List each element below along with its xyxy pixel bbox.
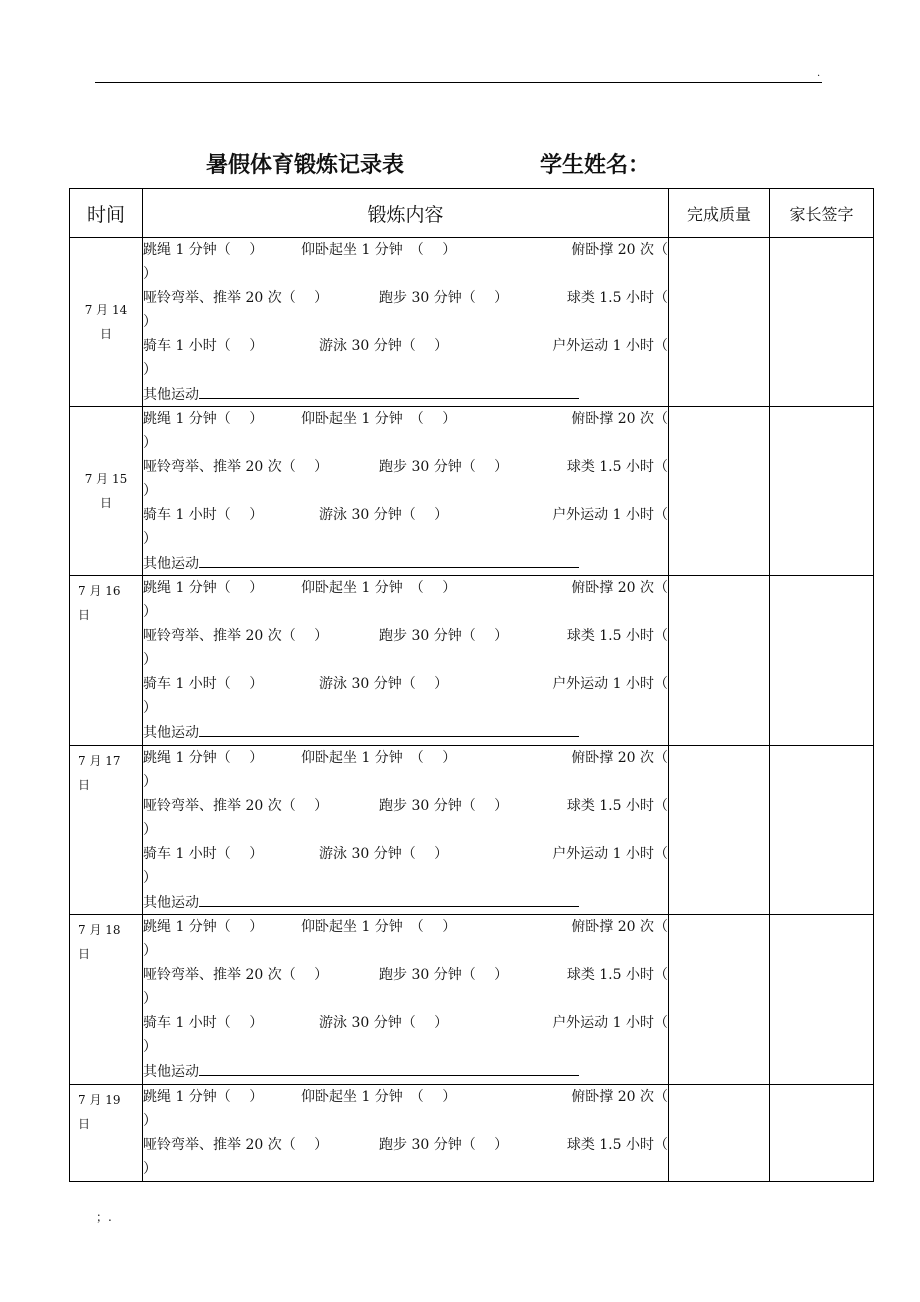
other-exercise-blank[interactable] — [199, 890, 579, 907]
content-line — [143, 407, 668, 431]
signature-cell[interactable] — [770, 915, 874, 1085]
pushup-item: 俯卧撑 20 次（ — [571, 750, 668, 766]
outdoor-item: 户外运动 1 小时（ — [552, 338, 668, 354]
bike-item: 骑车 1 小时（ ） — [143, 507, 264, 523]
close-paren: ） — [143, 870, 157, 886]
student-name-label: 学生姓名： — [540, 152, 651, 178]
content-line — [143, 1109, 668, 1133]
other-exercise-blank[interactable] — [199, 1059, 579, 1076]
quality-cell[interactable] — [669, 238, 770, 407]
table-body — [70, 238, 874, 1182]
content-line — [143, 648, 668, 672]
table-row — [70, 915, 874, 1085]
run-item: 跑步 30 分钟（ ） — [379, 798, 509, 814]
date-line-2: 日 — [78, 778, 91, 792]
content-line — [143, 818, 668, 842]
content-line — [143, 576, 668, 600]
other-exercise-blank[interactable] — [199, 551, 579, 568]
bike-item: 骑车 1 小时（ ） — [143, 676, 264, 692]
content-line — [143, 310, 668, 334]
quality-cell[interactable] — [669, 746, 770, 915]
rope-item: 跳绳 1 分钟（ ） — [143, 750, 264, 766]
pushup-item: 俯卧撑 20 次（ — [571, 242, 668, 258]
ball-item: 球类 1.5 小时（ — [566, 1137, 668, 1153]
close-paren: ） — [143, 822, 157, 838]
ball-item: 球类 1.5 小时（ — [566, 459, 668, 475]
signature-cell[interactable] — [770, 238, 874, 407]
exercise-content-cell — [143, 915, 669, 1085]
rope-item: 跳绳 1 分钟（ ） — [143, 580, 264, 596]
close-paren: ） — [143, 362, 157, 378]
content-line — [143, 455, 668, 479]
situp-item: 仰卧起坐 1 分钟 （ ） — [301, 411, 457, 427]
content-line — [143, 939, 668, 963]
ball-item: 球类 1.5 小时（ — [566, 628, 668, 644]
table-row — [70, 1085, 874, 1182]
content-line — [143, 1011, 668, 1035]
other-exercise-label: 其他运动 — [143, 387, 199, 403]
close-paren: ） — [143, 943, 157, 959]
content-line — [143, 915, 668, 939]
content-line — [143, 358, 668, 382]
content-line — [143, 503, 668, 527]
ball-item: 球类 1.5 小时（ — [566, 967, 668, 983]
date-line-2: 日 — [78, 947, 91, 961]
other-exercise-label: 其他运动 — [143, 725, 199, 741]
exercise-content-cell — [143, 238, 669, 407]
situp-item: 仰卧起坐 1 分钟 （ ） — [301, 919, 457, 935]
close-paren: ） — [143, 531, 157, 547]
situp-item: 仰卧起坐 1 分钟 （ ） — [301, 750, 457, 766]
table-row — [70, 238, 874, 407]
pushup-item: 俯卧撑 20 次（ — [571, 411, 668, 427]
date-cell — [70, 1085, 143, 1182]
date-cell — [70, 915, 143, 1085]
content-line — [143, 1085, 668, 1109]
date-line-2: 日 — [99, 327, 112, 341]
other-exercise-line — [143, 720, 668, 744]
run-item: 跑步 30 分钟（ ） — [379, 459, 509, 475]
other-exercise-label: 其他运动 — [143, 895, 199, 911]
pushup-item: 俯卧撑 20 次（ — [571, 919, 668, 935]
date-line-2: 日 — [78, 608, 91, 622]
outdoor-item: 户外运动 1 小时（ — [552, 1015, 668, 1031]
bike-item: 骑车 1 小时（ ） — [143, 846, 264, 862]
exercise-content-cell — [143, 1085, 669, 1182]
content-line — [143, 431, 668, 455]
other-exercise-line — [143, 382, 668, 406]
date-line-2: 日 — [78, 1117, 91, 1131]
page-title: 暑假体育锻炼记录表 — [206, 152, 405, 178]
content-line — [143, 963, 668, 987]
outdoor-item: 户外运动 1 小时（ — [552, 846, 668, 862]
rope-item: 跳绳 1 分钟（ ） — [143, 919, 264, 935]
dumbbell-item: 哑铃弯举、推举 20 次（ ） — [143, 628, 329, 644]
quality-cell[interactable] — [669, 407, 770, 576]
other-exercise-line — [143, 1059, 668, 1083]
column-header-time: 时间 — [70, 189, 143, 238]
ball-item: 球类 1.5 小时（ — [566, 798, 668, 814]
pushup-item: 俯卧撑 20 次（ — [571, 1089, 668, 1105]
outdoor-item: 户外运动 1 小时（ — [552, 507, 668, 523]
date-cell — [70, 238, 143, 407]
table-row — [70, 746, 874, 915]
exercise-content-cell — [143, 746, 669, 915]
date-line-1: 7 月 19 — [78, 1093, 121, 1107]
content-line — [143, 238, 668, 262]
close-paren: ） — [143, 314, 157, 330]
close-paren: ） — [143, 1039, 157, 1055]
signature-cell[interactable] — [770, 407, 874, 576]
content-line — [143, 672, 668, 696]
other-exercise-blank[interactable] — [199, 382, 579, 399]
date-cell — [70, 746, 143, 915]
content-line — [143, 624, 668, 648]
situp-item: 仰卧起坐 1 分钟 （ ） — [301, 242, 457, 258]
close-paren: ） — [143, 435, 157, 451]
outdoor-item: 户外运动 1 小时（ — [552, 676, 668, 692]
close-paren: ） — [143, 991, 157, 1007]
content-line — [143, 1157, 668, 1181]
dumbbell-item: 哑铃弯举、推举 20 次（ ） — [143, 1137, 329, 1153]
dumbbell-item: 哑铃弯举、推举 20 次（ ） — [143, 290, 329, 306]
bike-item: 骑车 1 小时（ ） — [143, 1015, 264, 1031]
signature-cell[interactable] — [770, 576, 874, 746]
content-line — [143, 286, 668, 310]
exercise-log-table — [69, 188, 874, 1182]
swim-item: 游泳 30 分钟（ ） — [319, 338, 449, 354]
date-line-1: 7 月 16 — [78, 584, 121, 598]
dumbbell-item: 哑铃弯举、推举 20 次（ ） — [143, 459, 329, 475]
bike-item: 骑车 1 小时（ ） — [143, 338, 264, 354]
close-paren: ） — [143, 700, 157, 716]
table-header-row — [70, 189, 874, 238]
close-paren: ） — [143, 266, 157, 282]
page-footer: ；. — [96, 1210, 112, 1224]
content-line — [143, 527, 668, 551]
close-paren: ） — [143, 1113, 157, 1129]
swim-item: 游泳 30 分钟（ ） — [319, 507, 449, 523]
date-cell — [70, 407, 143, 576]
dumbbell-item: 哑铃弯举、推举 20 次（ ） — [143, 798, 329, 814]
content-line — [143, 842, 668, 866]
run-item: 跑步 30 分钟（ ） — [379, 628, 509, 644]
date-line-1: 7 月 14 — [84, 303, 128, 317]
close-paren: ） — [143, 483, 157, 499]
rope-item: 跳绳 1 分钟（ ） — [143, 1089, 264, 1105]
other-exercise-line — [143, 551, 668, 575]
swim-item: 游泳 30 分钟（ ） — [319, 846, 449, 862]
swim-item: 游泳 30 分钟（ ） — [319, 1015, 449, 1031]
quality-cell[interactable] — [669, 576, 770, 746]
content-line — [143, 746, 668, 770]
content-line — [143, 1133, 668, 1157]
dumbbell-item: 哑铃弯举、推举 20 次（ ） — [143, 967, 329, 983]
content-line — [143, 600, 668, 624]
content-line — [143, 770, 668, 794]
run-item: 跑步 30 分钟（ ） — [379, 1137, 509, 1153]
content-line — [143, 334, 668, 358]
close-paren: ） — [143, 774, 157, 790]
header-rule — [95, 82, 822, 83]
date-line-1: 7 月 15 — [84, 472, 128, 486]
table-row — [70, 576, 874, 746]
quality-cell[interactable] — [669, 915, 770, 1085]
close-paren: ） — [143, 1161, 157, 1177]
content-line — [143, 866, 668, 890]
column-header-quality: 完成质量 — [669, 189, 770, 238]
date-cell — [70, 576, 143, 746]
run-item: 跑步 30 分钟（ ） — [379, 290, 509, 306]
other-exercise-line — [143, 890, 668, 914]
other-exercise-label: 其他运动 — [143, 556, 199, 572]
run-item: 跑步 30 分钟（ ） — [379, 967, 509, 983]
content-line — [143, 987, 668, 1011]
content-line — [143, 1035, 668, 1059]
content-line — [143, 794, 668, 818]
header-dot: . — [817, 68, 821, 79]
other-exercise-blank[interactable] — [199, 720, 579, 737]
exercise-content-cell — [143, 407, 669, 576]
quality-cell[interactable] — [669, 1085, 770, 1182]
exercise-content-cell — [143, 576, 669, 746]
ball-item: 球类 1.5 小时（ — [566, 290, 668, 306]
title-row — [0, 148, 920, 182]
situp-item: 仰卧起坐 1 分钟 （ ） — [301, 580, 457, 596]
other-exercise-label: 其他运动 — [143, 1064, 199, 1080]
content-line — [143, 696, 668, 720]
swim-item: 游泳 30 分钟（ ） — [319, 676, 449, 692]
signature-cell[interactable] — [770, 746, 874, 915]
content-line — [143, 262, 668, 286]
date-line-1: 7 月 17 — [78, 754, 121, 768]
rope-item: 跳绳 1 分钟（ ） — [143, 242, 264, 258]
close-paren: ） — [143, 652, 157, 668]
close-paren: ） — [143, 604, 157, 620]
column-header-content: 锻炼内容 — [143, 189, 669, 238]
content-line — [143, 479, 668, 503]
pushup-item: 俯卧撑 20 次（ — [571, 580, 668, 596]
date-line-1: 7 月 18 — [78, 923, 121, 937]
date-line-2: 日 — [99, 496, 112, 510]
situp-item: 仰卧起坐 1 分钟 （ ） — [301, 1089, 457, 1105]
signature-cell[interactable] — [770, 1085, 874, 1182]
rope-item: 跳绳 1 分钟（ ） — [143, 411, 264, 427]
column-header-signature: 家长签字 — [770, 189, 874, 238]
table-row — [70, 407, 874, 576]
